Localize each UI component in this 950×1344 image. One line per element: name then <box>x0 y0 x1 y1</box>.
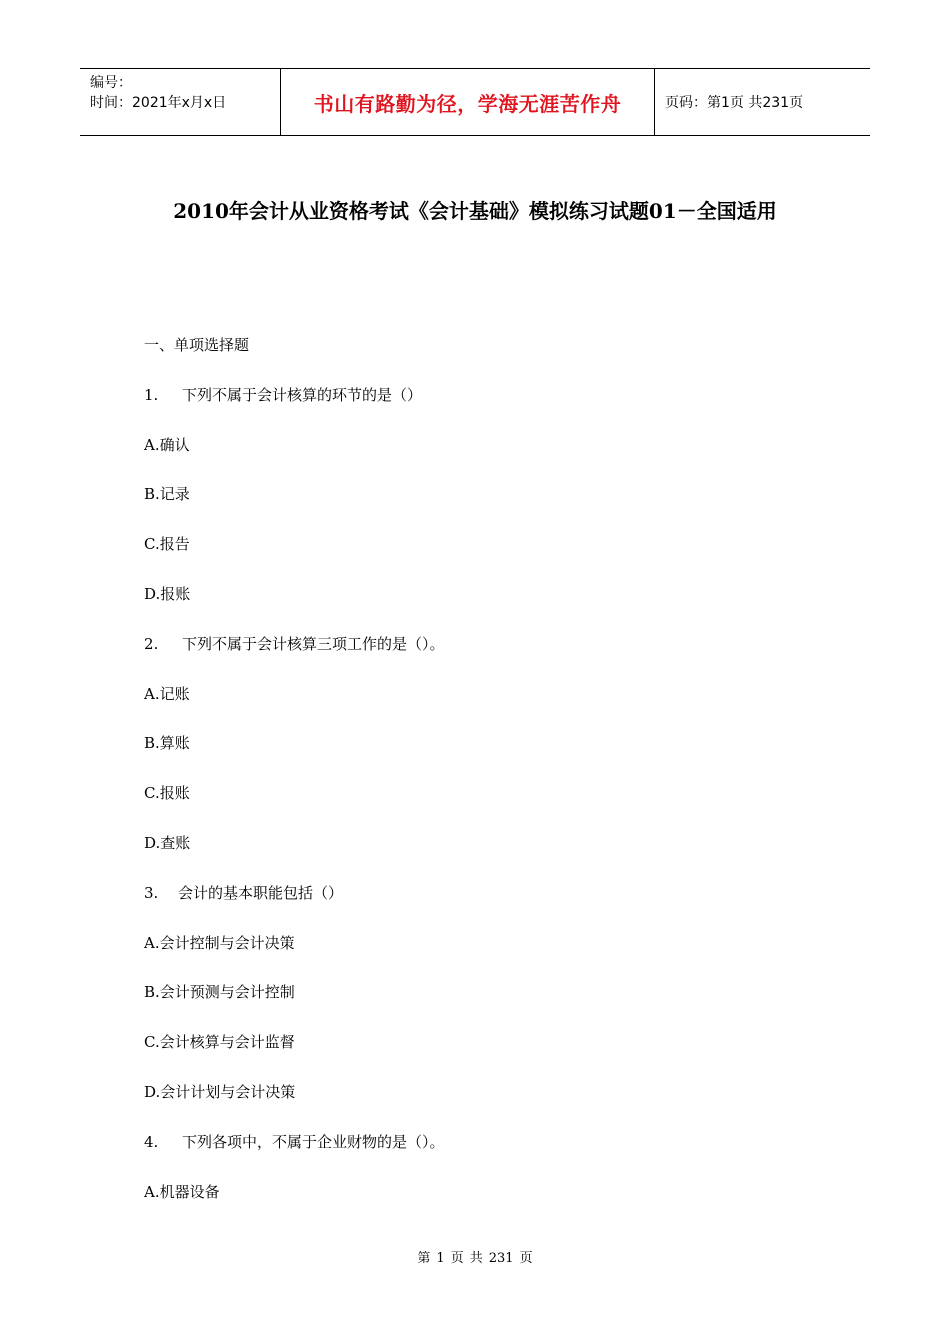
footer-page-number: 1 <box>436 1251 445 1266</box>
document-number-label: 编号： <box>90 75 132 91</box>
question-stem <box>144 632 844 682</box>
answer-option: B.会计预测与会计控制 <box>144 983 295 1002</box>
question-text: 会计的基本职能包括（） <box>178 883 344 902</box>
answer-option: A.机器设备 <box>144 1182 220 1201</box>
page-footer <box>0 1247 950 1266</box>
answer-option: C.报告 <box>144 535 190 554</box>
question-stem <box>144 383 844 433</box>
header-meta-cell <box>80 69 281 135</box>
question-stem <box>144 1130 844 1180</box>
question-content <box>144 333 844 1229</box>
answer-option: D.会计计划与会计决策 <box>144 1082 296 1101</box>
question-number: 2. <box>144 634 159 653</box>
answer-option: C.报账 <box>144 784 190 803</box>
answer-option: C.会计核算与会计监督 <box>144 1033 295 1052</box>
question-text: 下列各项中，不属于企业财物的是（）。 <box>182 1132 445 1151</box>
footer-total-pages: 231 <box>488 1251 514 1266</box>
question-text: 下列不属于会计核算三项工作的是（）。 <box>182 634 445 653</box>
footer-ye: 页 <box>450 1251 464 1266</box>
header-motto-cell <box>281 69 655 135</box>
question-stem <box>144 881 844 931</box>
header-page-info: 页码：第1页 共231页 <box>665 95 804 111</box>
footer-ye-end: 页 <box>519 1251 533 1266</box>
answer-option: A.记账 <box>144 684 190 703</box>
answer-option: B.算账 <box>144 734 190 753</box>
answer-option: B.记录 <box>144 485 190 504</box>
document-time: 时间：2021年x月x日 <box>90 95 227 111</box>
question-number: 3. <box>144 883 159 902</box>
footer-gong: 共 <box>469 1251 483 1266</box>
document-title: 2010年会计从业资格考试《会计基础》模拟练习试题01－全国适用 <box>173 199 777 223</box>
answer-option: A.确认 <box>144 435 190 454</box>
footer-di: 第 <box>417 1251 431 1266</box>
answer-option: A.会计控制与会计决策 <box>144 933 295 952</box>
answer-option: D.报账 <box>144 584 191 603</box>
question-number: 4. <box>144 1132 159 1151</box>
header-page-cell <box>655 69 870 135</box>
header-motto: 书山有路勤为径，学海无涯苦作舟 <box>313 91 622 116</box>
answer-option: D.查账 <box>144 833 191 852</box>
section-title: 一、单项选择题 <box>144 336 250 354</box>
question-text: 下列不属于会计核算的环节的是（） <box>182 385 423 404</box>
question-number: 1. <box>144 385 159 404</box>
header-table <box>80 68 870 136</box>
